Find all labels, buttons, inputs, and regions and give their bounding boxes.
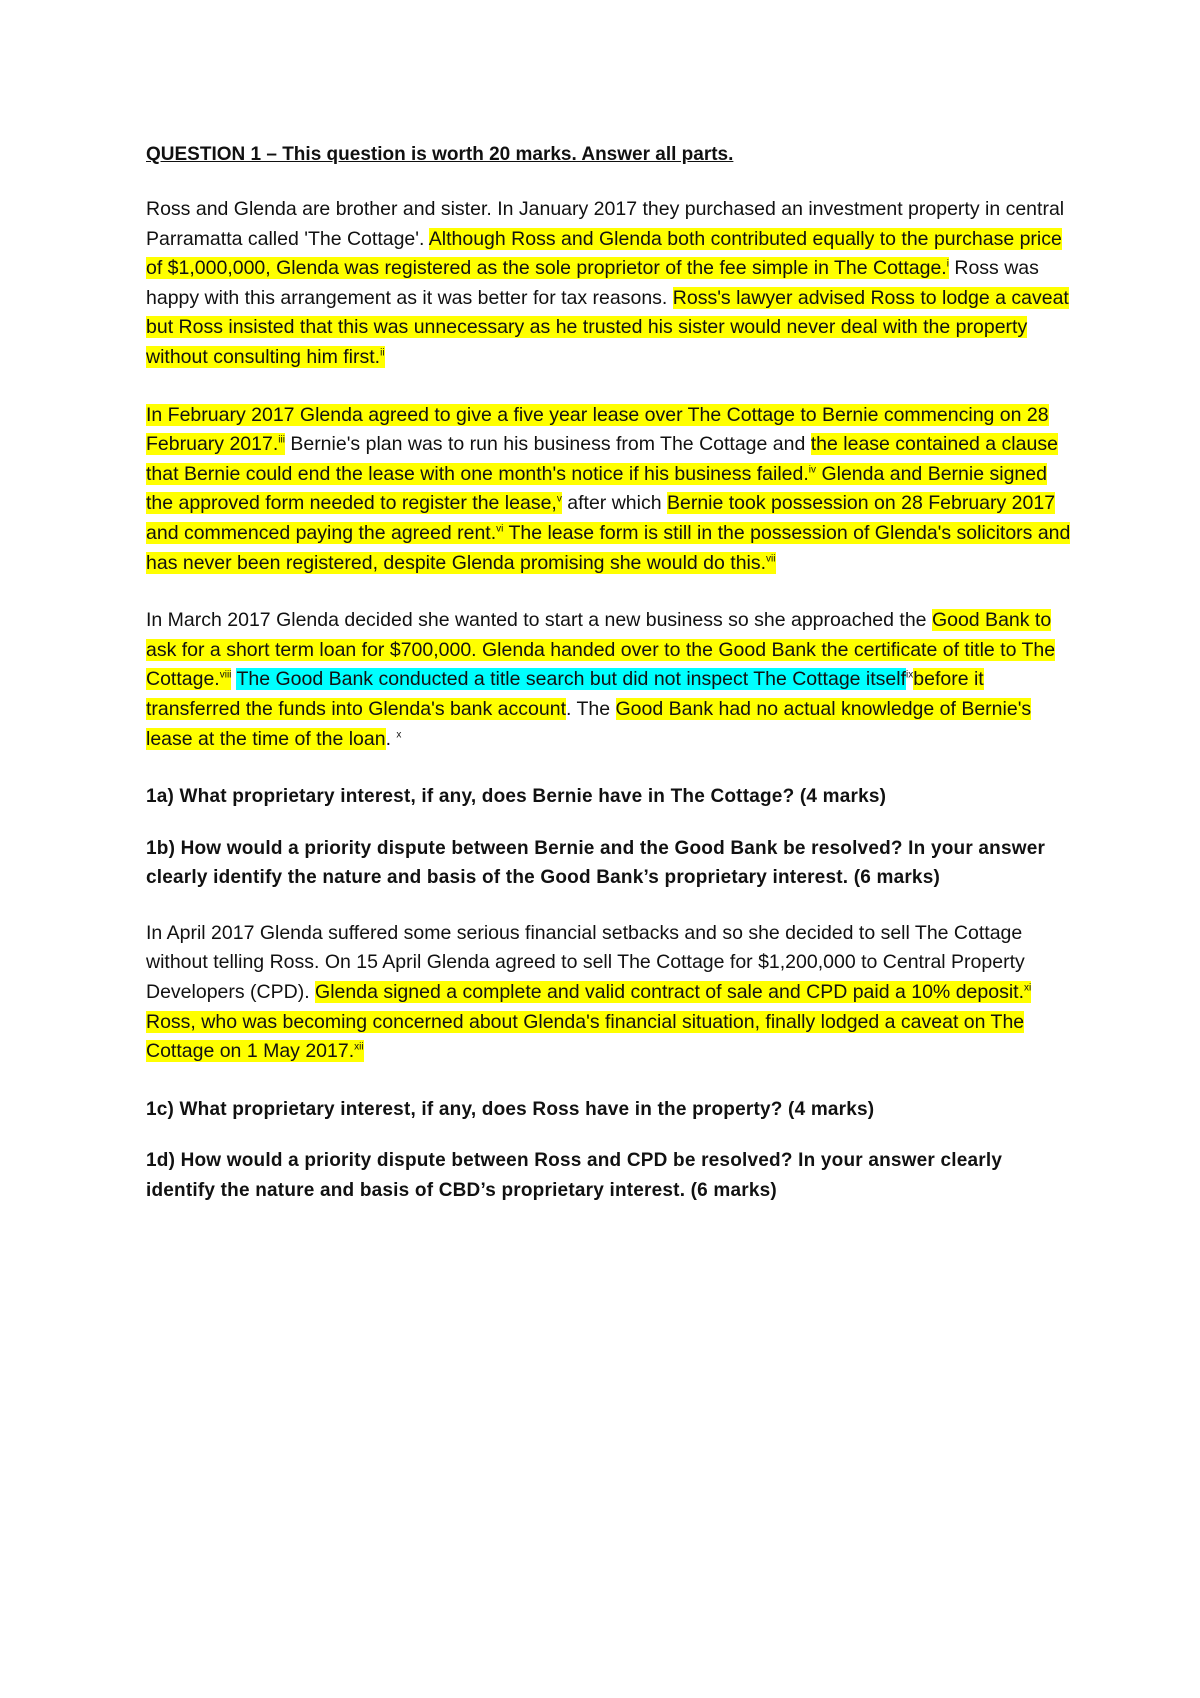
footnote-ref: ii	[380, 347, 385, 359]
paragraph-ownership	[146, 195, 1076, 373]
text-segment: . The	[565, 697, 616, 720]
highlight-yellow: before it transferred the funds into Glenda's bank account	[146, 668, 984, 720]
highlight-text: Glenda signed a complete and valid contract of sale and CPD paid a 10% deposit.	[315, 981, 1024, 1004]
exam-page	[146, 140, 1076, 1228]
question-1c: 1c) What proprietary interest, if any, does Ross have in the property? (4 marks)	[146, 1098, 875, 1120]
footnote-ref: xii	[354, 1041, 364, 1053]
highlight-text: In February 2017 Glenda agreed to give a five year lease over The Cottage to Bernie commencing on 28 February 2017.	[146, 403, 1049, 456]
question-title: QUESTION 1 – This question is worth 20 marks. Answer all parts.	[146, 144, 734, 165]
footnote-ref: i	[946, 258, 949, 270]
highlight-text: Good Bank to ask for a short term loan for $700,000. Glenda handed over to the Good Bank the certificate of title to The Cottage.	[146, 609, 1056, 691]
footnote-ref: iv	[808, 464, 817, 476]
highlight-text: Glenda and Bernie signed the approved form needed to register the lease,	[146, 462, 1047, 515]
paragraph-loan	[146, 606, 1076, 754]
highlight-yellow: Good Bank had no actual knowledge of Bernie's lease at the time of the loan	[146, 697, 1032, 750]
highlight-text: Ross, who was becoming concerned about Glenda's financial situation, finally lodged a caveat on The Cottage on 1 May 2017.	[146, 1010, 1025, 1063]
footnote-ref: vi	[496, 523, 504, 535]
text-segment: Bernie's plan was to run his business from The Cottage and	[284, 433, 811, 456]
question-1d: 1d) How would a priority dispute between Ross and CPD be resolved? In your answer clearly identify the nature and basis of CBD’s proprietary interest. (6 marks)	[146, 1150, 1003, 1202]
paragraph-lease	[146, 401, 1076, 579]
highlight-text: Ross's lawyer advised Ross to lodge a caveat but Ross insisted that this was unnecessary as he trusted his sister would never deal with the property without consulting him first.	[146, 286, 1069, 368]
text-segment: Ross was happy with this arrangement as it was better for tax reasons.	[146, 257, 1039, 309]
question-1a: 1a) What proprietary interest, if any, does Bernie have in The Cottage? (4 marks)	[146, 786, 887, 808]
highlight-text: The lease form is still in the possession of Glenda's solicitors and has never been registered, despite Glenda promising she would do this.	[146, 521, 1071, 574]
text-segment: after which	[561, 492, 667, 515]
text-segment: In March 2017 Glenda decided she wanted to start a new business so she approached the	[146, 609, 932, 632]
footnote-ref: viii	[219, 669, 232, 681]
text-segment: In April 2017 Glenda suffered some serious financial setbacks and so she decided to sell The Cottage without telling Ross. On 15 April Glenda agreed to sell The Cottage for $1,200,000 to Central Property Developers (CPD).	[146, 921, 1025, 1004]
footnote-ref: v	[556, 493, 562, 505]
footnote-ref: xi	[1024, 982, 1032, 994]
question-1b: 1b) How would a priority dispute between Bernie and the Good Bank be resolved? In your answer clearly identify the nature and basis of the Good Bank’s proprietary interest. (6 marks)	[146, 837, 1046, 889]
footnote-ref: ix	[906, 669, 914, 681]
highlight-text: Bernie took possession on 28 February 2017 and commenced paying the agreed rent.	[146, 492, 1056, 544]
footnote-ref: vii	[766, 553, 776, 565]
text-segment: Ross and Glenda are brother and sister. In January 2017 they purchased an investment property in central Parramatta called 'The Cottage'.	[146, 198, 1065, 250]
paragraph-sale	[146, 919, 1076, 1067]
highlight-text: Although Ross and Glenda both contributed equally to the purchase price of $1,000,000, Glenda was registered as the sole proprietor of the fee simple in The Cottage.	[146, 227, 1062, 280]
highlight-cyan: The Good Bank conducted a title search but did not inspect The Cottage itself	[236, 668, 907, 691]
footnote-ref: x	[396, 729, 402, 740]
text-segment: .	[385, 727, 397, 750]
footnote-ref: iii	[278, 434, 285, 446]
highlight-text: the lease contained a clause that Bernie could end the lease with one month's notice if his business failed.	[146, 433, 1058, 485]
